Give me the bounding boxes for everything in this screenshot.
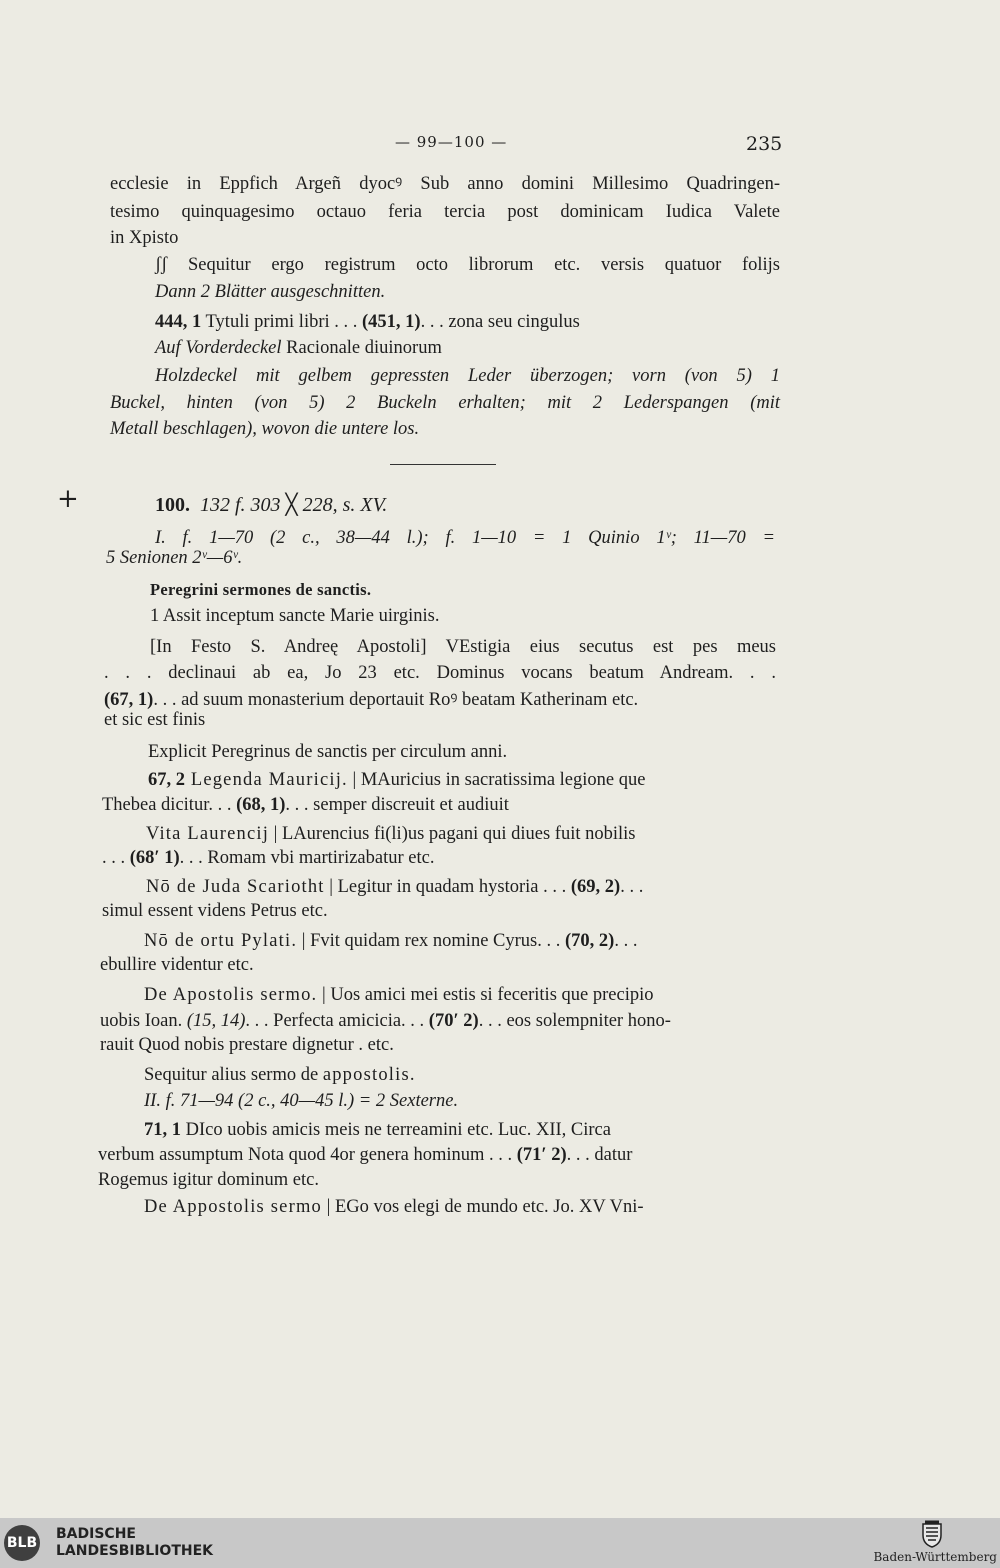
text-run: . . .: [614, 931, 638, 951]
text-line: [146, 875, 643, 899]
folio-ref: (69, 2): [570, 877, 621, 897]
text-run: . . . eos solempniter hono-: [478, 1011, 671, 1031]
state-name: Baden-Württemberg: [873, 1550, 997, 1564]
text-line: II. f. 71—94 (2 c., 40—45 l.) = 2 Sexterne.: [144, 1091, 459, 1111]
text-run: Tytuli primi libri . . .: [201, 312, 363, 332]
folio-ref: 71, 1: [144, 1120, 181, 1140]
folio-ref: 444, 1: [155, 312, 202, 332]
text-line: Buckel, hinten (von 5) 2 Buckeln erhalten; mit 2 Lederspangen (mit: [110, 393, 780, 413]
text-run: | Uos amici mei estis si feceritis que precipio: [317, 985, 654, 1005]
text-run: Nō de Juda Scariotht: [146, 877, 325, 897]
text-run: Auf Vorderdeckel: [155, 338, 282, 358]
text-line: in Xpisto: [110, 228, 179, 248]
text-line: [100, 1009, 671, 1033]
folio-ref: (70, 2): [564, 931, 615, 951]
blb-logo-icon[interactable]: BLB: [4, 1525, 40, 1561]
text-line: Explicit Peregrinus de sanctis per circulum anni.: [148, 742, 508, 762]
text-line: 5 Senionen 2ᵛ—6ᵛ.: [106, 548, 243, 568]
library-name-line1: BADISCHE: [56, 1526, 136, 1542]
text-run: . . .: [620, 877, 644, 897]
text-run: | LAurencius fi(li)us pagani qui diues fuit nobilis: [269, 824, 636, 844]
text-line: 1 Assit inceptum sancte Marie uirginis.: [150, 606, 440, 626]
section-divider: [390, 464, 496, 465]
text-run: Sequitur alius sermo de: [144, 1065, 323, 1085]
manuscript-range: — 99—100 —: [395, 133, 508, 151]
text-run: | MAuricius in sacratissima legione que: [347, 770, 646, 790]
text-line: I. f. 1—70 (2 c., 38—44 l.); f. 1—10 = 1 Quinio 1ᵛ; 11—70 =: [155, 528, 775, 548]
text-run: Legenda Mauricij.: [185, 770, 348, 790]
text-run: Thebea dicitur. . .: [102, 795, 237, 815]
text-run: | Fvit quidam rex nomine Cyrus. . .: [297, 931, 565, 951]
text-run: (15, 14): [186, 1011, 246, 1031]
text-line: [148, 768, 645, 792]
text-run: Racionale diuinorum: [281, 338, 442, 358]
folio-ref: (68, 1): [236, 795, 286, 815]
text-run: 132 f. 303 ╳ 228, s. XV.: [190, 494, 388, 516]
text-line: [102, 846, 434, 870]
text-run: Nō de ortu Pylati.: [144, 931, 298, 951]
text-line: ʃʃ Sequitur ergo registrum octo librorum etc. versis quatuor folijs: [155, 255, 780, 275]
page-number: 235: [746, 133, 783, 155]
text-run: | Legitur in quadam hystoria . . .: [324, 877, 571, 897]
text-line: [144, 1063, 416, 1087]
text-line: [155, 310, 580, 334]
folio-ref: (67, 1): [104, 690, 154, 710]
text-run: verbum assumptum Nota quod 4or genera hominum . . .: [98, 1145, 517, 1165]
folio-ref: (71′ 2): [516, 1145, 567, 1165]
text-line: et sic est finis: [104, 710, 206, 730]
text-line: [144, 929, 637, 953]
text-run: . . . Perfecta amicicia. . .: [245, 1011, 429, 1031]
text-run: . . . ad suum monasterium deportauit Roꝰ beatam Katherinam etc.: [153, 690, 639, 710]
text-run: . . . Romam vbi martirizabatur etc.: [179, 848, 435, 868]
text-line: rauit Quod nobis prestare dignetur . etc.: [100, 1035, 394, 1055]
text-run: . . . datur: [566, 1145, 633, 1165]
text-line: . . . declinaui ab ea, Jo 23 etc. Dominus vocans beatum Andream. . .: [104, 663, 776, 683]
text-run: . . . semper discreuit et audiuit: [285, 795, 509, 815]
text-line: Metall beschlagen), wovon die untere los.: [110, 419, 420, 439]
text-run: Vita Laurencij: [146, 824, 270, 844]
folio-ref: (70′ 2): [428, 1011, 479, 1031]
text-run: . . .: [102, 848, 130, 868]
text-line: [144, 1118, 611, 1142]
text-run: De Appostolis sermo: [144, 1197, 322, 1217]
library-name-line2: LANDESBIBLIOTHEK: [56, 1543, 214, 1559]
text-line: ecclesie in Eppfich Argeñ dyocꝰ Sub anno domini Millesimo Quadringen-: [110, 174, 780, 194]
text-line: [144, 1195, 644, 1219]
text-line: simul essent videns Petrus etc.: [102, 901, 328, 921]
text-run: DIco uobis amicis meis ne terreamini etc. Luc. XII, Circa: [181, 1120, 611, 1140]
text-line: [102, 793, 509, 817]
text-run: | EGo vos elegi de mundo etc. Jo. XV Vni-: [322, 1197, 644, 1217]
viewer-footer-bar: [0, 1518, 1000, 1568]
coat-of-arms-icon: [920, 1520, 944, 1548]
text-run: appostolis.: [322, 1065, 416, 1085]
library-name[interactable]: [56, 1526, 213, 1560]
text-line: Rogemus igitur dominum etc.: [98, 1170, 319, 1190]
text-line: ebullire videntur etc.: [100, 955, 254, 975]
text-line: Holzdeckel mit gelbem gepressten Leder überzogen; vorn (von 5) 1: [155, 366, 780, 386]
margin-plus-mark: +: [57, 484, 79, 514]
entry-heading: [155, 493, 387, 517]
text-line: Dann 2 Blätter ausgeschnitten.: [155, 282, 386, 302]
text-run: . . . zona seu cingulus: [420, 312, 580, 332]
text-line: [In Festo S. Andreę Apostoli] VEstigia eius secutus est pes meus: [150, 637, 776, 657]
text-line: tesimo quinquagesimo octauo feria tercia post dominicam Iudica Valete: [110, 202, 780, 222]
text-run: De Apostolis sermo.: [144, 985, 318, 1005]
state-branding[interactable]: [870, 1518, 1000, 1568]
folio-ref: 67, 2: [148, 770, 185, 790]
text-line: [146, 822, 636, 846]
folio-ref: (451, 1): [362, 312, 421, 332]
text-run: uobis Ioan.: [100, 1011, 187, 1031]
text-line: [98, 1143, 632, 1167]
section-title: Peregrini sermones de sanctis.: [150, 580, 372, 599]
text-line: [144, 983, 653, 1007]
entry-number: 100.: [155, 494, 190, 516]
text-line: [155, 336, 442, 360]
folio-ref: (68′ 1): [129, 848, 180, 868]
